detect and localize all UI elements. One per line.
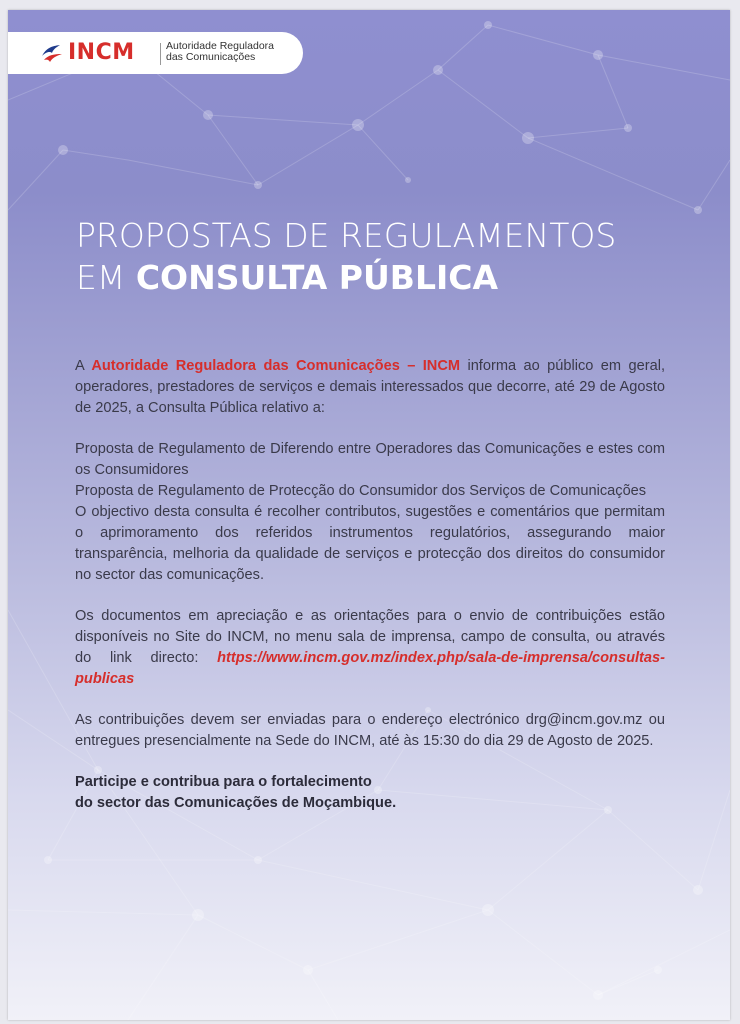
poster <box>8 10 730 1020</box>
title-line2-bold: CONSULTA PÚBLICA <box>135 258 499 297</box>
intro-rest: informa ao público em geral, operadores, prestadores de serviços e demais interessados que decorre, até 29 de Agosto de 2025, a Consulta Pública relativo a: <box>75 358 665 416</box>
closing-line2: do sector das Comunicações de Moçambique. <box>75 795 397 811</box>
intro-org: Autoridade Reguladora das Comunicações – INCM <box>91 358 461 374</box>
body-text <box>75 356 665 814</box>
logo-banner <box>8 32 303 74</box>
logo-text: INCM <box>68 40 135 65</box>
title-line2-prefix: EM <box>76 258 136 297</box>
proposal-item-1: Proposta de Regulamento de Diferendo entre Operadores das Comunicações e estes com os Consumidores <box>75 441 665 478</box>
title-line2 <box>76 257 696 299</box>
logo-subtitle <box>166 41 274 63</box>
intro-paragraph <box>75 356 665 419</box>
incm-logo-icon <box>40 42 64 64</box>
proposal-item-2: Proposta de Regulamento de Protecção do Consumidor dos Serviços de Comunicações <box>75 483 647 499</box>
logo-divider <box>160 43 161 65</box>
logo-subtitle-line2: das Comunicações <box>166 51 256 63</box>
objective-text: O objectivo desta consulta é recolher contributos, sugestões e comentários que permitam o aprimoramento dos referidos instrumentos regulatórios, assegurando maior transparência, melhoria da qualidade de serviços e protecção dos direitos do consumidor no sector das comunicações. <box>75 504 665 583</box>
consultation-link[interactable]: https://www.incm.gov.mz/index.php/sala-de-imprensa/consultas-publicas <box>75 650 665 687</box>
documents-text: Os documentos em apreciação e as orientações para o envio de contribuições estão disponíveis no Site do INCM, no menu sala de imprensa, campo de consulta, ou através do link directo: <box>75 608 665 666</box>
logo-subtitle-line1: Autoridade Reguladora <box>166 40 274 52</box>
closing-message <box>75 772 665 814</box>
page-title <box>76 215 696 299</box>
closing-line1: Participe e contribua para o fortalecimento <box>75 774 372 790</box>
intro-prefix: A <box>75 358 92 374</box>
contributions-paragraph: As contribuições devem ser enviadas para o endereço electrónico drg@incm.gov.mz ou entregues presencialmente na Sede do INCM, até às 15:30 do dia 29 de Agosto de 2025. <box>75 712 665 749</box>
title-line1: PROPOSTAS DE REGULAMENTOS <box>76 216 617 255</box>
proposals-paragraph <box>75 439 665 586</box>
documents-paragraph <box>75 606 665 690</box>
